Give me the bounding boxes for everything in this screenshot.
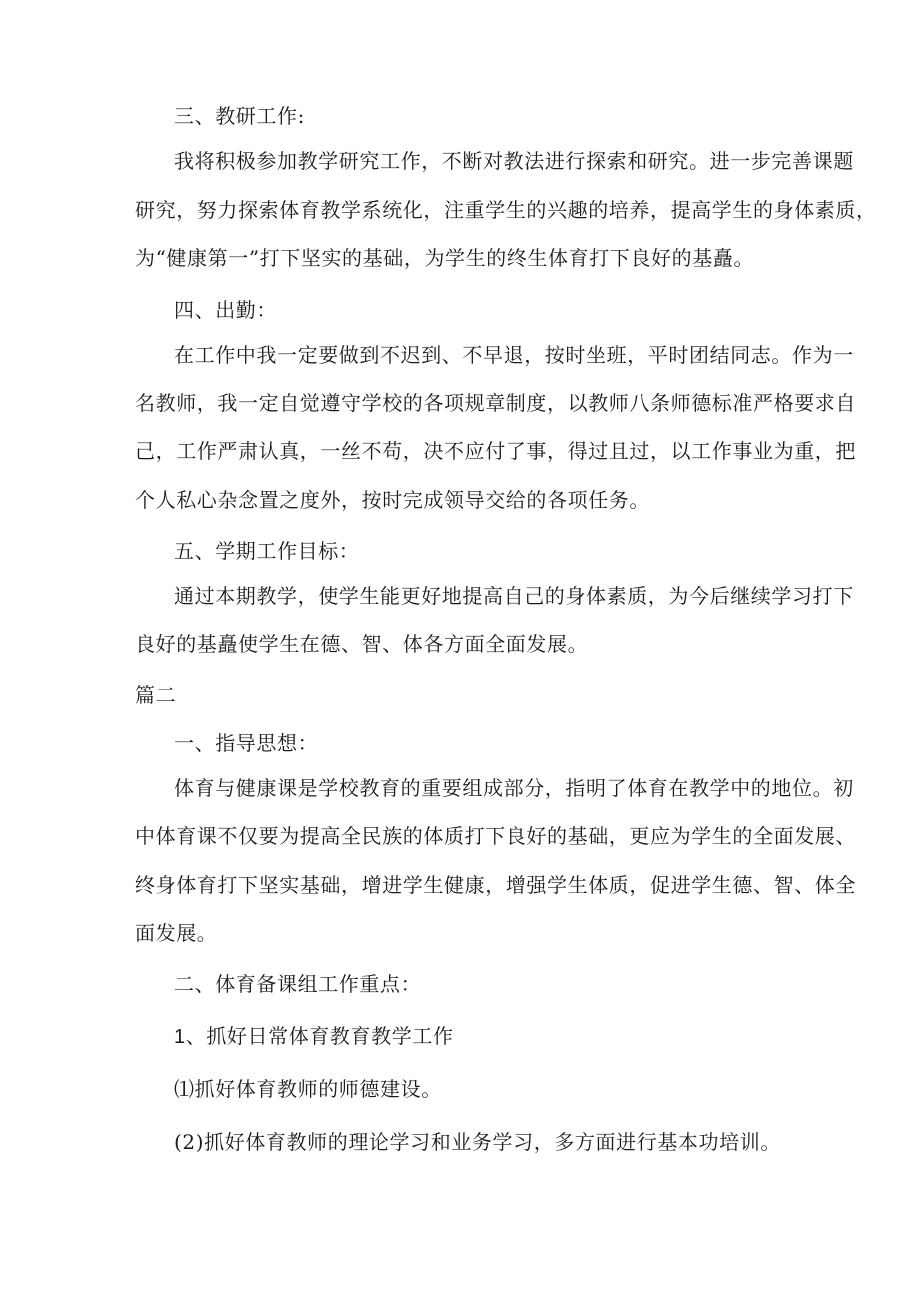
paragraph-line: 个人私心杂念置之度外，按时完成领导交给的各项任务。 — [135, 488, 650, 512]
section-heading: 二、体育备课组工作重点： — [174, 972, 422, 996]
paragraph-line: 我将积极参加教学研究工作，不断对教法进行探索和研究。进一步完善课题 — [174, 149, 854, 173]
paragraph-line: 面发展。 — [135, 921, 218, 945]
section-heading: 四、出勤： — [174, 298, 277, 322]
paragraph-line: 在工作中我一定要做到不迟到、不早退，按时坐班，平时团结同志。作为一 — [174, 343, 854, 367]
paragraph-line: 己，工作严肃认真，一丝不苟，决不应付了事，得过且过，以工作事业为重，把 — [135, 439, 856, 463]
list-item: 1、抓好日常体育教育教学工作 — [174, 1026, 454, 1048]
paragraph-line: 良好的基矗使学生在德、智、体各方面全面发展。 — [135, 632, 589, 656]
sub-list-item: (2)抓好体育教师的理论学习和业务学习，多方面进行基本功培训。 — [174, 1130, 781, 1154]
part-title: 篇二 — [135, 683, 177, 707]
section-heading: 五、学期工作目标： — [174, 539, 360, 563]
sub-list-item: ⑴抓好体育教师的师德建设。 — [174, 1077, 442, 1101]
section-heading: 一、指导思想： — [174, 731, 319, 755]
section-heading: 三、教研工作: — [174, 104, 305, 128]
paragraph-line: 研究，努力探索体育教学系统化，注重学生的兴趣的培养，提高学生的身体素质， — [135, 198, 877, 222]
paragraph-line: 中体育课不仅要为提高全民族的体质打下良好的基础，更应为学生的全面发展、 — [135, 824, 856, 848]
paragraph-line: 体育与健康课是学校教育的重要组成部分，指明了体育在教学中的地位。初 — [174, 776, 854, 800]
paragraph-line: 为“健康第一”打下坚实的基础，为学生的终生体育打下良好的基矗。 — [135, 246, 755, 270]
paragraph-line: 名教师，我一定自觉遵守学校的各项规章制度，以教师八条师德标准严格要求自 — [135, 391, 856, 415]
paragraph-line: 通过本期教学，使学生能更好地提高自己的身体素质，为今后继续学习打下 — [174, 584, 854, 608]
paragraph-line: 终身体育打下坚实基础，增进学生健康，增强学生体质，促进学生德、智、体全 — [135, 873, 856, 897]
